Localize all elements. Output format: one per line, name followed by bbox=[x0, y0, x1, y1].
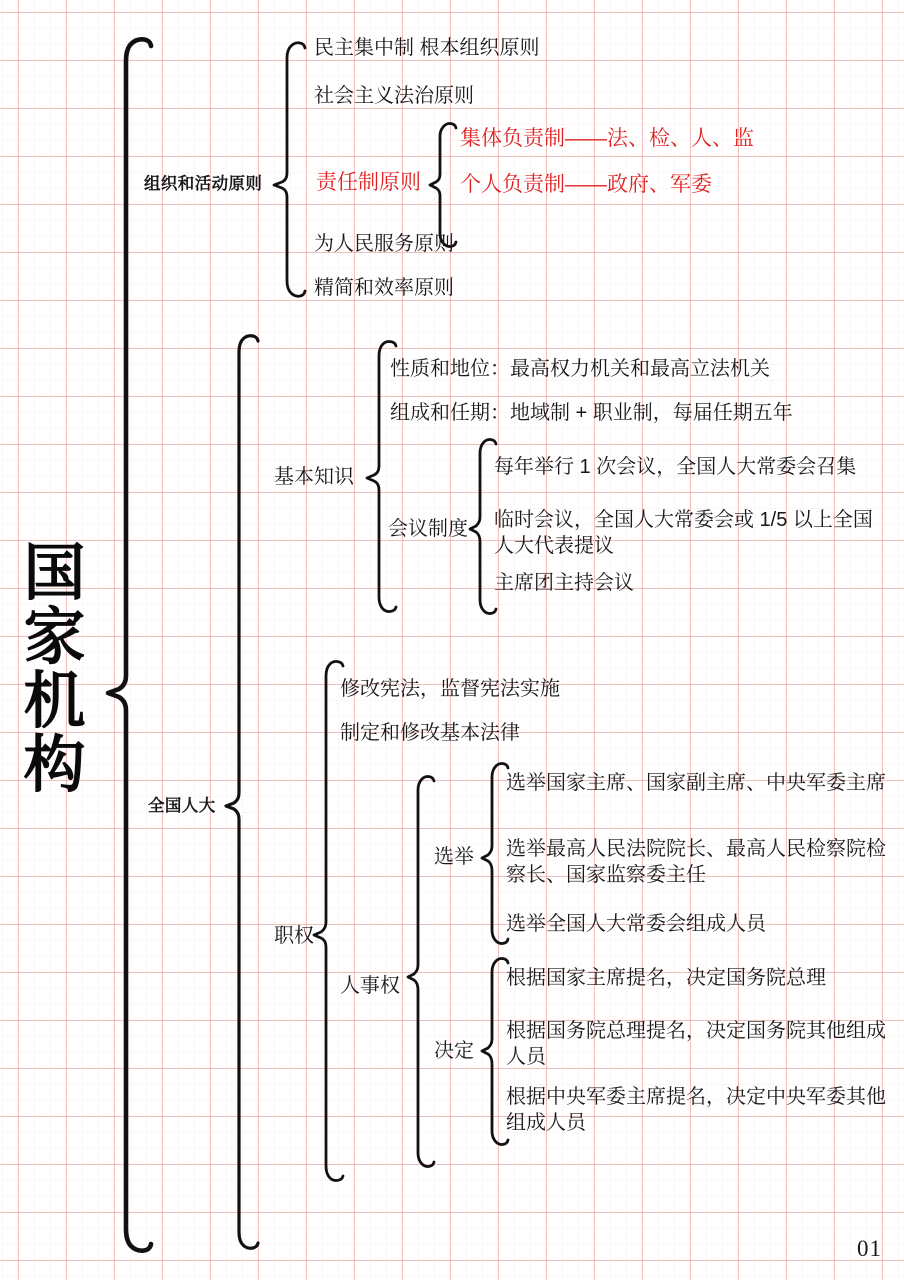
leaf-temporary-session: 临时会议，全国人大常委会或 1/5 以上全国人大代表提议 bbox=[494, 509, 873, 557]
leaf-decide-premier: 根据国家主席提名，决定国务院总理 bbox=[506, 967, 826, 989]
leaf-enact-basic-laws: 制定和修改基本法律 bbox=[340, 722, 520, 744]
leaf-responsibility-system: 责任制原则 bbox=[316, 171, 421, 194]
leaf-elect-npcsc-members: 选举全国人大常委会组成人员 bbox=[506, 913, 766, 935]
leaf-composition-and-term: 组成和任期：地域制 + 职业制，每届任期五年 bbox=[390, 402, 793, 424]
group-label-basic-knowledge: 基本知识 bbox=[274, 466, 354, 488]
brace-meeting-system bbox=[470, 440, 496, 614]
brace-decision bbox=[482, 959, 508, 1145]
branch-label-organization-principles: 组织和活动原则 bbox=[144, 175, 263, 193]
group-label-election: 选举 bbox=[434, 846, 474, 868]
brace-npc bbox=[226, 336, 258, 1248]
group-label-meeting-system: 会议制度 bbox=[388, 518, 468, 540]
leaf-decide-state-council-members: 根据国务院总理提名，决定国务院其他组成人员 bbox=[506, 1020, 886, 1068]
leaf-elect-president: 选举国家主席、国家副主席、中央军委主席 bbox=[506, 772, 886, 794]
leaf-elect-court-chiefs: 选举最高人民法院院长、最高人民检察院检察长、国家监察委主任 bbox=[506, 838, 886, 886]
leaf-amend-constitution: 修改宪法，监督宪法实施 bbox=[340, 678, 560, 700]
brace-powers bbox=[314, 662, 343, 1181]
leaf-socialist-rule-of-law: 社会主义法治原则 bbox=[314, 85, 474, 107]
leaf-streamlining-efficiency: 精简和效率原则 bbox=[314, 277, 454, 299]
group-label-powers: 职权 bbox=[274, 925, 314, 947]
branch-label-npc: 全国人大 bbox=[148, 797, 216, 815]
leaf-annual-session: 每年举行 1 次会议，全国人大常委会召集 bbox=[494, 456, 857, 478]
group-label-personnel-authority: 人事权 bbox=[340, 975, 400, 997]
leaf-serve-the-people: 为人民服务原则 bbox=[314, 233, 454, 255]
page-number: 01 bbox=[857, 1236, 882, 1261]
leaf-presidium-chairs-meeting: 主席团主持会议 bbox=[494, 572, 634, 594]
leaf-collective-responsibility: 集体负责制——法、检、人、监 bbox=[460, 127, 754, 150]
brace-personnel-authority bbox=[408, 777, 434, 1167]
group-label-decision: 决定 bbox=[434, 1040, 474, 1062]
brace-root bbox=[108, 39, 151, 1250]
leaf-nature-and-status: 性质和地位：最高权力机关和最高立法机关 bbox=[390, 358, 770, 380]
brace-election bbox=[482, 764, 508, 944]
brace-branch-principles bbox=[274, 43, 305, 296]
leaf-individual-responsibility: 个人负责制——政府、军委 bbox=[460, 173, 712, 196]
root-title: 国家机构 bbox=[23, 539, 87, 800]
brace-responsibility-system bbox=[430, 124, 456, 247]
leaf-decide-cmc-members: 根据中央军委主席提名，决定中央军委其他组成人员 bbox=[506, 1086, 886, 1134]
leaf-democratic-centralism: 民主集中制 根本组织原则 bbox=[314, 37, 540, 59]
